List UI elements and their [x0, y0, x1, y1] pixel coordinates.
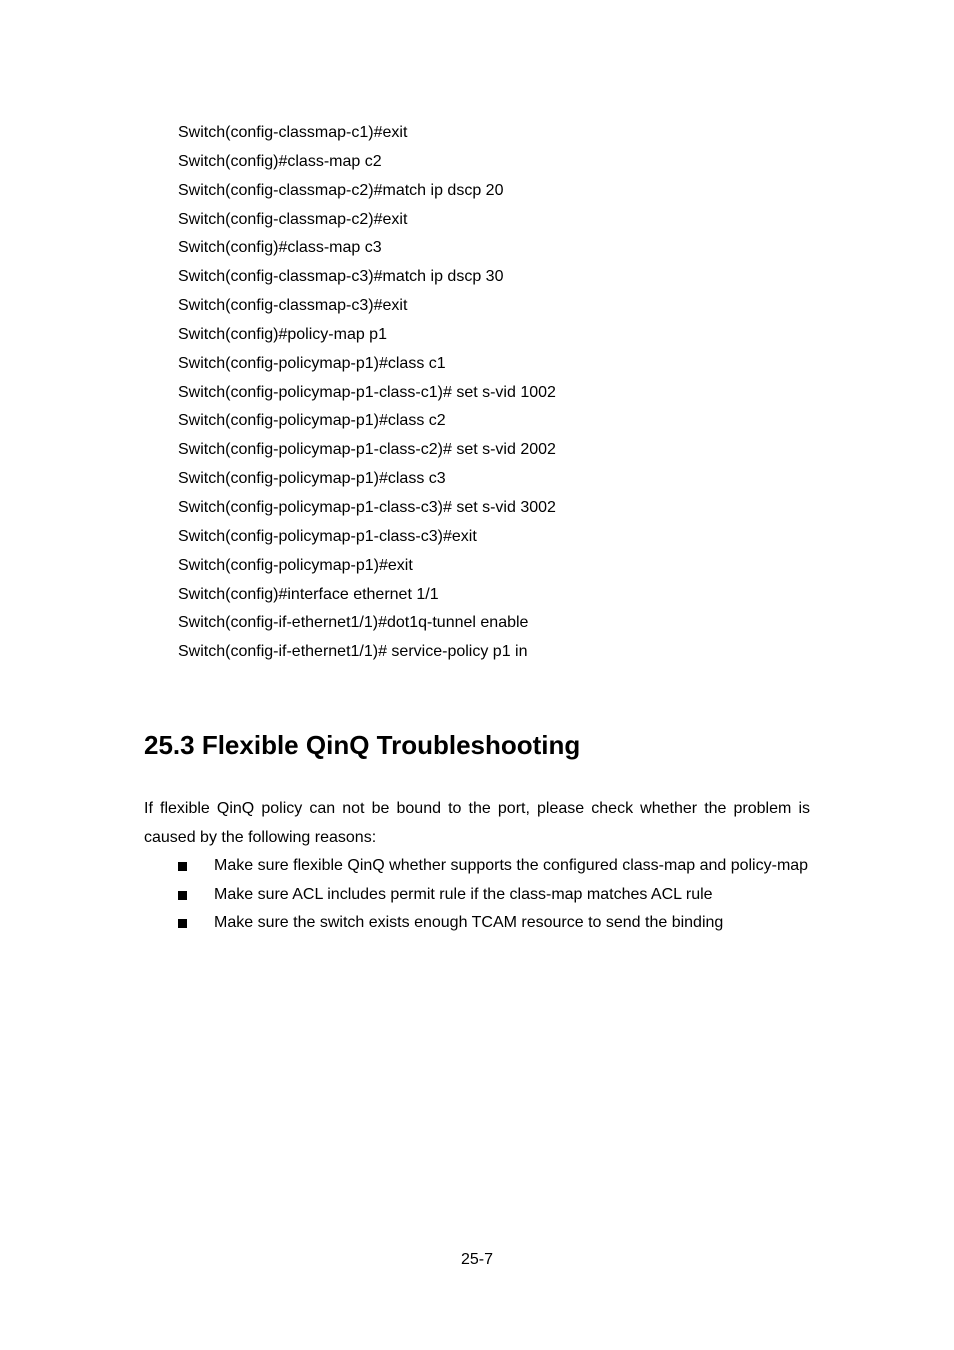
config-command-listing [178, 119, 556, 667]
command-line: Switch(config-classmap-c2)#exit [178, 210, 408, 228]
square-bullet-icon [178, 919, 187, 928]
square-bullet-icon [178, 891, 187, 900]
command-line: Switch(config)#class-map c2 [178, 152, 382, 170]
command-line: Switch(config-if-ethernet1/1)#dot1q-tunnel enable [178, 614, 529, 632]
command-line: Switch(config-policymap-p1)#class c1 [178, 354, 446, 372]
command-line: Switch(config-classmap-c3)#match ip dscp 30 [178, 268, 504, 286]
section-heading: 25.3 Flexible QinQ Troubleshooting [144, 730, 581, 760]
command-line: Switch(config-policymap-p1-class-c3)#exit [178, 527, 477, 545]
command-line: Switch(config)#class-map c3 [178, 239, 382, 257]
command-line: Switch(config-policymap-p1-class-c2)# set s-vid 2002 [178, 441, 556, 459]
list-item-text: Make sure the switch exists enough TCAM resource to send the binding [214, 914, 724, 932]
command-line: Switch(config-policymap-p1)#class c3 [178, 470, 446, 488]
command-line: Switch(config-policymap-p1)#class c2 [178, 412, 446, 430]
command-line: Switch(config-policymap-p1-class-c1)# set s-vid 1002 [178, 383, 556, 401]
square-bullet-icon [178, 862, 187, 871]
command-line: Switch(config-if-ethernet1/1)# service-policy p1 in [178, 643, 528, 661]
intro-paragraph: If flexible QinQ policy can not be bound to the port, please check whether the problem is caused by the following reasons: [144, 800, 810, 846]
command-line: Switch(config)#policy-map p1 [178, 325, 387, 343]
list-item-text: Make sure flexible QinQ whether supports the configured class-map and policy-map [214, 857, 809, 874]
command-line: Switch(config-classmap-c3)#exit [178, 297, 408, 315]
command-line: Switch(config-classmap-c2)#match ip dscp 20 [178, 181, 504, 199]
command-line: Switch(config-policymap-p1-class-c3)# set s-vid 3002 [178, 498, 556, 516]
list-item-text: Make sure ACL includes permit rule if the class-map matches ACL rule [214, 885, 713, 903]
command-line: Switch(config-classmap-c1)#exit [178, 124, 408, 141]
page-number: 25-7 [460, 1251, 494, 1268]
command-line: Switch(config)#interface ethernet 1/1 [178, 585, 439, 603]
command-line: Switch(config-policymap-p1)#exit [178, 556, 413, 574]
